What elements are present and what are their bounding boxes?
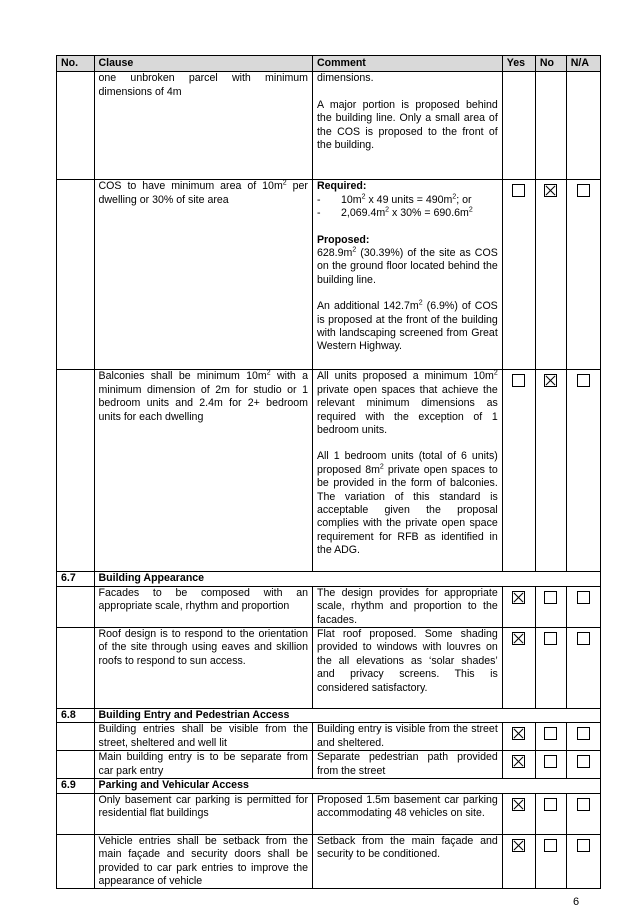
yes-checkbox-checked[interactable] xyxy=(512,798,525,811)
na-checkbox[interactable] xyxy=(577,591,590,604)
text: x 49 units = 490m xyxy=(365,193,453,206)
yes-checkbox[interactable] xyxy=(512,374,525,387)
cell-yes xyxy=(502,628,535,709)
cell-comment: Flat roof proposed. Some shading provided to windows with louvres on the all elevations as ‘solar shades’ and privacy screens. This is considered satisfactory. xyxy=(312,628,502,709)
text: All units proposed a minimum 10m xyxy=(316,370,494,383)
yes-checkbox-checked[interactable] xyxy=(512,755,525,768)
yes-checkbox-checked[interactable] xyxy=(512,839,525,852)
cell-comment xyxy=(312,180,502,370)
table-row xyxy=(57,586,601,627)
table-row xyxy=(57,370,601,572)
section-row xyxy=(57,572,601,586)
table-row xyxy=(57,793,601,834)
na-checkbox[interactable] xyxy=(577,374,590,387)
cell-na xyxy=(566,723,600,751)
section-number: 6.8 xyxy=(57,709,95,723)
cell-yes xyxy=(502,793,535,834)
text: ; or xyxy=(456,193,472,206)
superscript: 2 xyxy=(493,369,498,377)
no-checkbox-checked[interactable] xyxy=(544,184,557,197)
compliance-table xyxy=(56,55,601,889)
cell-clause: Vehicle entries shall be setback from the main façade and security doors shall be provided to car park entries to improve the appearance of vehicle xyxy=(94,834,312,889)
cell-clause: Roof design is to respond to the orientation of the site through using eaves and skillion roofs to respond to sun access. xyxy=(94,628,312,709)
section-row xyxy=(57,709,601,723)
table-row xyxy=(57,723,601,751)
superscript: 2 xyxy=(352,246,357,254)
na-checkbox[interactable] xyxy=(577,727,590,740)
cell-na xyxy=(566,628,600,709)
cell-no xyxy=(57,834,95,889)
cell-yes xyxy=(502,370,535,572)
header-clause: Clause xyxy=(94,56,312,72)
no-checkbox[interactable] xyxy=(544,755,557,768)
no-checkbox[interactable] xyxy=(544,632,557,645)
cell-yes xyxy=(502,751,535,779)
no-checkbox[interactable] xyxy=(544,727,557,740)
cell-yes xyxy=(502,834,535,889)
cell-no-check xyxy=(535,586,566,627)
list-item: - $2,069.4m^2$ x $30\% = 690.6m^2$ xyxy=(316,206,473,220)
cell-na xyxy=(566,370,600,572)
text: (6.9%) of COS is proposed at the front of the building with landscaping screened from Great Western Highway. xyxy=(316,300,498,353)
no-checkbox[interactable] xyxy=(544,839,557,852)
table-row xyxy=(57,834,601,889)
cell-clause xyxy=(94,370,312,572)
cell-clause: Building entries shall be visible from the street, sheltered and well lit xyxy=(94,723,312,751)
na-checkbox[interactable] xyxy=(577,839,590,852)
no-checkbox-checked[interactable] xyxy=(544,374,557,387)
text: 10m xyxy=(340,193,362,206)
page-number: 6 xyxy=(573,896,580,908)
cell-yes xyxy=(502,723,535,751)
cell-no-check xyxy=(535,628,566,709)
cell-no xyxy=(57,72,95,180)
na-checkbox[interactable] xyxy=(577,184,590,197)
cell-clause: Facades to be composed with an appropriate scale, rhythm and proportion xyxy=(94,586,312,627)
cell-comment xyxy=(312,72,502,180)
yes-checkbox[interactable] xyxy=(512,184,525,197)
text: private open spaces to be provided in the form of balconies. The variation of this standard is acceptable given the proposal complies with the private open space requirement for RFB as identified in the ADG. xyxy=(316,463,498,557)
clause-text: COS to have minimum area of 10m xyxy=(98,180,283,193)
cell-yes xyxy=(502,586,535,627)
cell-comment: Building entry is visible from the street and sheltered. xyxy=(312,723,502,751)
clause-text: Balconies shall be minimum 10m xyxy=(98,370,267,383)
cell-no xyxy=(57,751,95,779)
text: An additional 142.7m xyxy=(316,300,419,313)
header-yes: Yes xyxy=(502,56,535,72)
cell-clause xyxy=(94,72,312,180)
cell-clause: Main building entry is to be separate from car park entry xyxy=(94,751,312,779)
superscript: 2 xyxy=(468,206,473,214)
table-row xyxy=(57,180,601,370)
cell-na xyxy=(566,586,600,627)
comment-text: A major portion is proposed behind the building line. Only a small area of the COS is proposed to the front of the building. xyxy=(316,98,498,152)
list-item: - $10m^2$ x 49 units = $490m^2$; or xyxy=(316,193,472,206)
cell-na xyxy=(566,793,600,834)
section-row xyxy=(57,779,601,793)
header-no-col: No xyxy=(535,56,566,72)
cell-na xyxy=(566,751,600,779)
yes-checkbox-checked[interactable] xyxy=(512,591,525,604)
table-row xyxy=(57,628,601,709)
comment-text: dimensions. xyxy=(316,72,374,85)
section-title: Building Appearance xyxy=(94,572,600,586)
superscript: 2 xyxy=(452,193,457,201)
section-title: Parking and Vehicular Access xyxy=(94,779,600,793)
clause-text: per dwelling or 30% of site area xyxy=(98,180,308,206)
header-na: N/A xyxy=(566,56,600,72)
superscript: 2 xyxy=(385,206,390,214)
yes-checkbox-checked[interactable] xyxy=(512,632,525,645)
no-checkbox[interactable] xyxy=(544,798,557,811)
cell-no xyxy=(57,793,95,834)
required-label: Required: xyxy=(316,180,367,193)
cell-no-check xyxy=(535,370,566,572)
na-checkbox[interactable] xyxy=(577,632,590,645)
cell-na xyxy=(566,180,600,370)
section-number: 6.7 xyxy=(57,572,95,586)
cell-no xyxy=(57,370,95,572)
superscript: 2 xyxy=(282,179,287,187)
cell-no-check xyxy=(535,751,566,779)
superscript: 2 xyxy=(418,299,423,307)
text: private open spaces that achieve the relevant minimum dimensions as required with the exception of 1 bedroom units. xyxy=(316,383,498,437)
text: 2,069.4m xyxy=(340,207,386,220)
superscript: 2 xyxy=(266,369,271,377)
cell-clause: Only basement car parking is permitted for residential flat buildings xyxy=(94,793,312,834)
cell-no-check xyxy=(535,72,566,180)
section-number: 6.9 xyxy=(57,779,95,793)
na-checkbox[interactable] xyxy=(577,755,590,768)
cell-no xyxy=(57,586,95,627)
yes-checkbox-checked[interactable] xyxy=(512,727,525,740)
table-row xyxy=(57,751,601,779)
cell-no xyxy=(57,628,95,709)
table-row xyxy=(57,72,601,180)
clause-text: one unbroken parcel with minimum dimensions of 4m xyxy=(98,72,308,98)
text: (30.39%) of the site as COS on the ground floor located behind the building line. xyxy=(316,247,498,286)
superscript: 2 xyxy=(361,193,366,201)
cell-no-check xyxy=(535,834,566,889)
clause-text: with a minimum dimension of 2m for studio or 1 bedroom units and 2.4m for 2+ bedroom units for each dwelling xyxy=(98,370,308,423)
text: All 1 bedroom units (total of 6 units) proposed 8m xyxy=(316,450,498,476)
cell-yes xyxy=(502,72,535,180)
na-checkbox[interactable] xyxy=(577,798,590,811)
cell-comment xyxy=(312,370,502,572)
header-no: No. xyxy=(57,56,95,72)
cell-yes xyxy=(502,180,535,370)
section-title: Building Entry and Pedestrian Access xyxy=(94,709,600,723)
cell-no-check xyxy=(535,793,566,834)
proposed-label: Proposed: xyxy=(316,233,370,246)
cell-comment: The design provides for appropriate scale, rhythm and proportion to the facades. xyxy=(312,586,502,627)
cell-no-check xyxy=(535,723,566,751)
text: x 30% = 690.6m xyxy=(389,207,469,220)
cell-no xyxy=(57,723,95,751)
cell-no-check xyxy=(535,180,566,370)
cell-na xyxy=(566,72,600,180)
table-header-row xyxy=(57,56,601,72)
header-comment: Comment xyxy=(312,56,502,72)
cell-comment: Setback from the main façade and security to be conditioned. xyxy=(312,834,502,889)
cell-no xyxy=(57,180,95,370)
cell-clause xyxy=(94,180,312,370)
cell-comment: Proposed 1.5m basement car parking accommodating 48 vehicles on site. xyxy=(312,793,502,834)
superscript: 2 xyxy=(379,463,384,471)
text: 628.9m xyxy=(316,247,353,260)
no-checkbox[interactable] xyxy=(544,591,557,604)
cell-comment: Separate pedestrian path provided from the street xyxy=(312,751,502,779)
cell-na xyxy=(566,834,600,889)
